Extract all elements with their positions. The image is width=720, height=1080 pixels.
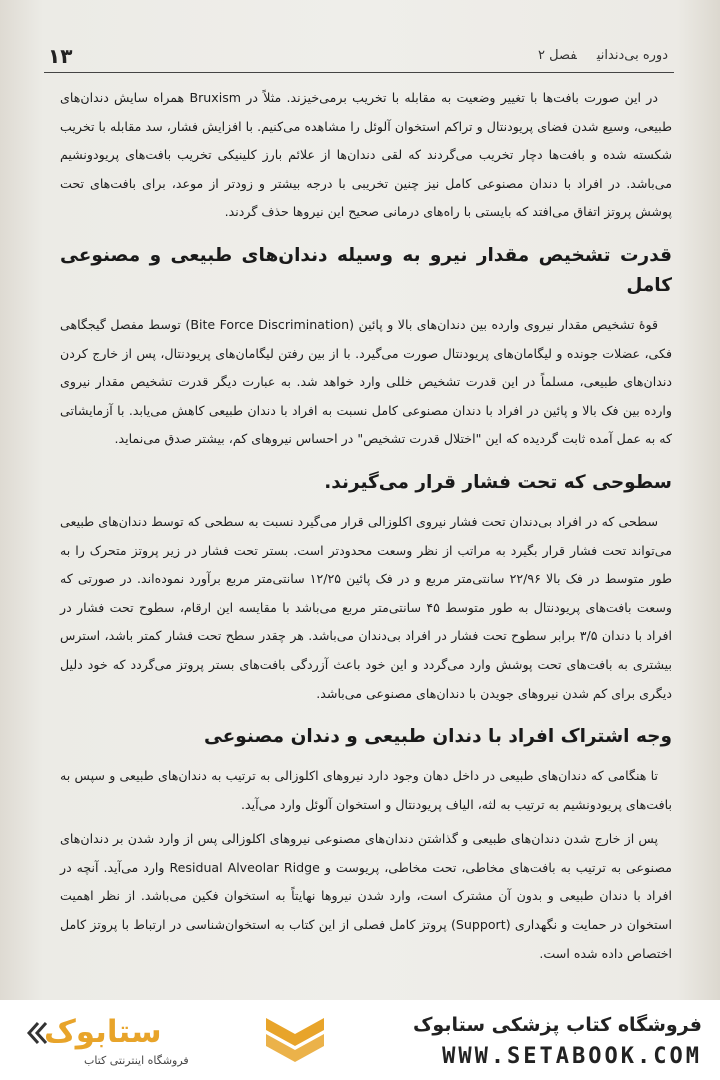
store-footer	[0, 1000, 720, 1080]
chapter-label: فصل ۲	[538, 48, 577, 63]
page-number: ۱۳	[48, 44, 73, 68]
page-body	[60, 84, 672, 974]
section-heading: وجه اشتراک افراد با دندان طبیعی و دندان مصنوعی	[203, 726, 672, 748]
body-paragraph: در این صورت بافت‌ها با تغییر وضعیت به مقابله با تخریب برمی‌خیزند. مثلاً در Bruxism همراه سایش دندان‌های طبیعی، وسیع شدن فضای پریودنتال و تراکم استخوان آلوئل را مشاهده می‌کنیم. با افزایش فشار، سد مقابله با تخریب شکسته شده و بافت‌ها دچار تخریب می‌گردند که لقی دندان‌ها از علائم بارز کلینیکی تخریب بافت‌های پریودونشیم می‌باشد. در افراد با دندان مصنوعی کامل نیز چنین تخریبی با درجه بیشتر و زودتر از موعد، برای بافت‌های تحت پوشش پروتز اتفاق می‌افتد که بایستی با راه‌های درمانی صحیح این نیروها حذف گردند.	[60, 90, 672, 220]
running-header	[44, 42, 674, 73]
body-paragraph: تا هنگامی که دندان‌های طبیعی در داخل دهان وجود دارد نیروهای اکلوزالی به ترتیب به دندان‌های طبیعی و سپس به بافت‌های پریودونشیم به ترتیب به لثه، الیاف پریودنتال و استخوان آلوئل وارد می‌آید.	[60, 768, 672, 812]
store-name: فروشگاه کتاب پزشکی ستابوک	[412, 1014, 702, 1036]
logo-subtitle: فروشگاه اینترنتی کتاب	[84, 1054, 189, 1067]
logo-wordmark: ستابوک	[44, 1014, 162, 1050]
double-chevron-left-icon	[26, 1020, 48, 1046]
running-head-text	[518, 48, 668, 63]
section-heading: قدرت تشخیص مقدار نیرو به وسیله دندان‌های طبیعی و مصنوعی کامل	[60, 244, 672, 296]
body-paragraph: سطحی که در افراد بی‌دندان تحت فشار نیروی اکلوزالی قرار می‌گیرد نسبت به سطحی که توسط دندان‌های طبیعی می‌تواند تحت فشار قرار بگیرد به مراتب از نظر وسعت محدودتر است. بستر تحت فشار در زیر پروتز متحرک را به طور متوسط در فک بالا ۲۲/۹۶ سانتی‌متر مربع و در فک پائین ۱۲/۲۵ سانتی‌متر مربع برآورد نموده‌اند. در صورتی که وسعت بافت‌های پریودنتال به طور متوسط ۴۵ سانتی‌متر مربع می‌باشد با مقایسه این ارقام، سطوح تحت فشار در افراد با دندان ۳/۵ برابر سطوح تحت فشار در افراد بی‌دندان می‌باشد. هر چقدر سطح تحت فشار کمتر باشد، استرس بیشتری به بافت‌های تحت پوشش وارد می‌گردد و این خود باعث آزردگی بافت‌های بستر پروتز می‌گردد که خود دلیل دیگری برای کم شدن نیروهای جویدن با دندان‌های مصنوعی می‌باشد.	[60, 513, 673, 701]
body-paragraph: پس از خارج شدن دندان‌های طبیعی و گذاشتن دندان‌های مصنوعی نیروهای اکلوزالی پس از وارد شدن بر دندان‌های مصنوعی به ترتیب به بافت‌های مخاطی، تحت مخاطی، پریوست و Residual Alveolar Ridge وارد می‌آید. آنچه در افراد با دندان طبیعی و بدون آن مشترک است، وارد شدن نیروها نهایتاً به استخوان فکین می‌باشد. از نظر اهمیت استخوان در حمایت و نگهداری (Support) پروتز کامل فصلی از این کتاب به استخوان‌شناسی در ارتباط با پروتز کامل اختصاص داده شده است.	[60, 831, 673, 961]
book-title: دوره بی‌دندانی	[596, 48, 668, 63]
body-paragraph: قوهٔ تشخیص مقدار نیروی وارده بین دندان‌های بالا و پائین (Bite Force Discrimination) توسط مفصل گیجگاهی فکی، عضلات جونده و لیگامان‌های پریودنتال صورت می‌گیرد. با از بین رفتن لیگامان‌های پریودنتال، پس از خارج کردن دندان‌های طبیعی، مسلماً در این قدرت تشخیص خللی وارد خواهد شد. به عبارت دیگر قدرت تشخیص مقدار نیروی وارده بین فک بالا و پائین در افراد با دندان مصنوعی کامل نسبت به افراد با دندان طبیعی کاهش می‌یابد. با آزمایشاتی که به عمل آمده ثابت گردیده که این "اختلال قدرت تشخیص" در احساس نیروهای کم، بیشتر صدق می‌نماید.	[60, 316, 672, 447]
chevron-logo-icon	[260, 1014, 330, 1068]
section-heading: سطوحی که تحت فشار قرار می‌گیرند.	[324, 471, 672, 493]
store-url[interactable]: WWW.SETABOOK.COM	[442, 1044, 702, 1069]
